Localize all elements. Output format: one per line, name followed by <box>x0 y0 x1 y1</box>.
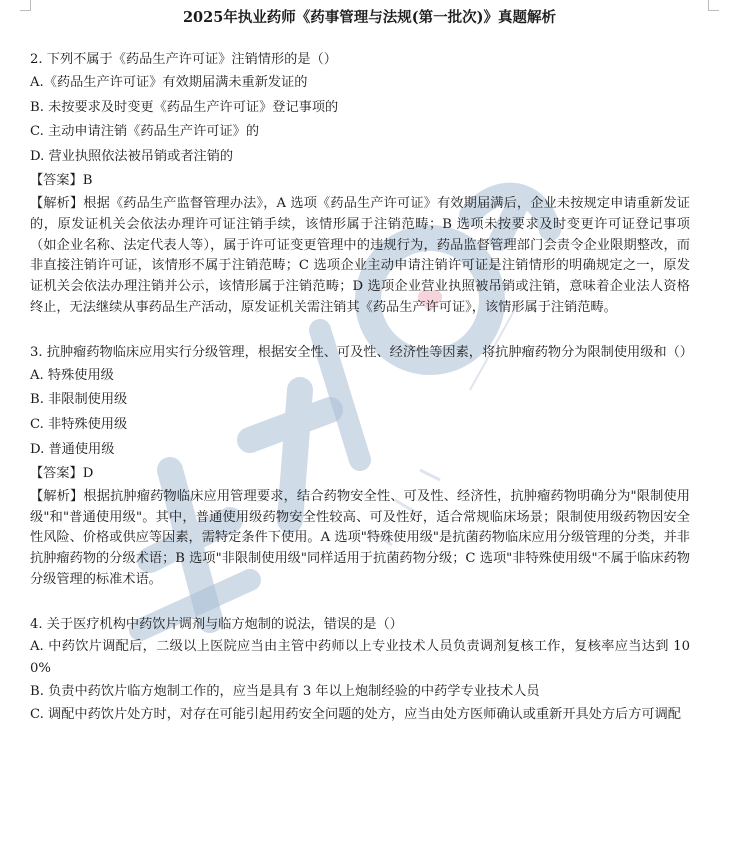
question-stem: 2. 下列不属于《药品生产许可证》注销情形的是（） <box>30 52 337 67</box>
option-a: A. 特殊使用级 <box>30 367 114 383</box>
option-c: C. 调配中药饮片处方时，对存在可能引起用药安全问题的处方，应当由处方医师确认或重新开具处方后方可调配 <box>30 707 681 723</box>
question-4 <box>30 613 690 727</box>
option-a: A.《药品生产许可证》有效期届满未重新发证的 <box>30 75 308 90</box>
analysis-text: 【解析】根据抗肿瘤药物临床应用管理要求，结合药物安全性、可及性、经济性，抗肿瘤药物明确分为"限制使用级"和"普通使用级"。其中，普通使用级药物安全性较高、可及性好，适合常规临床场景；限制使用级药物因安全性风险、价格或供应等因素，需特定条件下使用。A 选项"特殊使用级"是抗菌药物临床应用分级管理的分类，并非抗肿瘤药物的分级术语；B 选项"非限制使用级"同样适用于抗菌药物分级；C 选项"非特殊使用级"不属于临床药物分级管理的标准术语。 <box>30 488 690 587</box>
question-3 <box>30 341 693 591</box>
document-body <box>30 48 693 748</box>
question-stem: 3. 抗肿瘤药物临床应用实行分级管理，根据安全性、可及性、经济性等因素，将抗肿瘤药物分为限制使用级和（） <box>30 344 693 360</box>
option-d: D. 普通使用级 <box>30 441 115 457</box>
document-title: 2025年执业药师《药事管理与法规(第一批次)》真题解析 <box>182 9 557 26</box>
option-b: B. 未按要求及时变更《药品生产许可证》登记事项的 <box>30 99 339 115</box>
analysis-text: 【解析】根据《药品生产监督管理办法》，A 选项《药品生产许可证》有效期届满后，企业未按规定申请重新发证的，原发证机关会依法办理许可证注销手续，该情形属于注销范畴；B 选项未按要求及时变更许可证登记事项（如企业名称、法定代表人等），属于许可证变更管理中的违规行为，药品监督管理部门会责令企业限期整改，而非直接注销许可证，该情形不属于注销范畴；C 选项企业主动申请注销许可证是注销情形的明确规定之一，原发证机关会依法办理注销并公示，该情形属于注销范畴；D 选项企业营业执照被吊销或注销，意味着企业法人资格终止，无法继续从事药品生产活动，原发证机关需注销其《药品生产许可证》，该情形属于注销范畴。 <box>30 195 690 315</box>
question-2 <box>30 48 690 319</box>
question-stem: 4. 关于医疗机构中药饮片调剂与临方炮制的说法，错误的是（） <box>30 616 403 632</box>
option-d: D. 营业执照依法被吊销或者注销的 <box>30 148 234 164</box>
answer-label: 【答案】B <box>30 173 93 189</box>
option-b: B. 非限制使用级 <box>30 392 128 408</box>
option-b: B. 负责中药饮片临方炮制工作的，应当是具有 3 年以上炮制经验的中药学专业技术人员 <box>30 683 540 699</box>
option-c: C. 非特殊使用级 <box>30 416 128 432</box>
option-c: C. 主动申请注销《药品生产许可证》的 <box>30 124 260 140</box>
answer-label: 【答案】D <box>30 466 94 482</box>
option-a: A. 中药饮片调配后，二级以上医院应当由主管中药师以上专业技术人员负责调剂复核工作，复核率应当达到 100% <box>30 638 690 676</box>
